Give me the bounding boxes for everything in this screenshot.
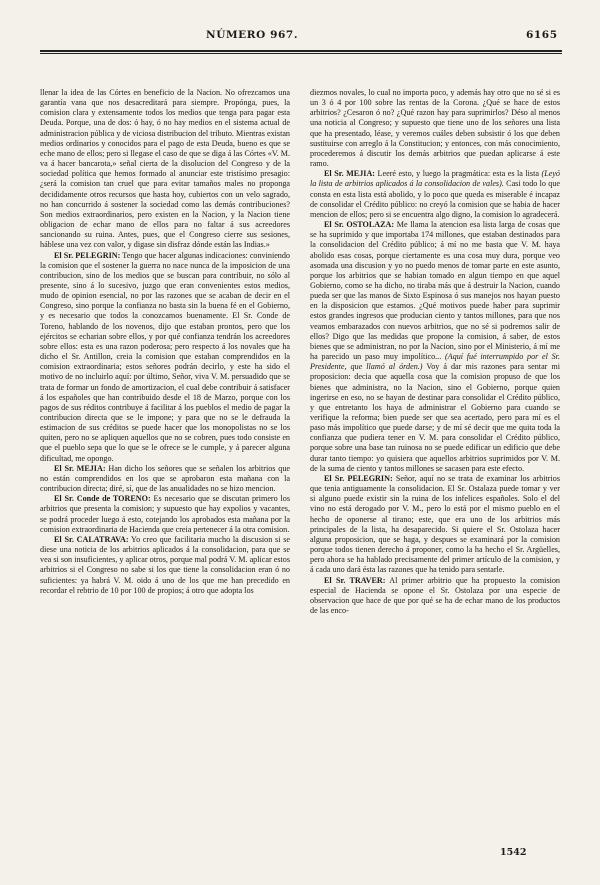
speaker-name: El Sr. TRAVER:	[324, 575, 386, 585]
paragraph	[40, 494, 290, 535]
issue-label: NÚMERO 967.	[206, 29, 299, 41]
paragraph	[40, 535, 290, 596]
paragraph	[40, 251, 290, 464]
paragraph-text: Señor, aquí no se trata de examinar los arbitrios que tenia antiguamente la consolidacion. El Sr. Ostalaza puede tomar y ver si alguno puede existir sin la ruina de los infelices españoles. Solo el del vino no está derogado por V. M., pero lo está por el mismo pueblo en el hecho de oponerse al tirano; este, que era uno de los arbitrios más principales de la lista, ha desaparecido. Si quiere el Sr. Ostolaza hacer alguna proposicion, que se haga, y despues se examinará por la comision porque todos tienen derecho á proponer, como la ha hecho el Sr. Argüelles, pero ahora se ha hablado precisamente del primer artículo de la comision, y á cada uno dará ésta las razones que ha tenido para sentarle.	[310, 473, 560, 575]
paragraph	[310, 169, 560, 220]
folio-number: 1542	[500, 847, 527, 858]
stage-direction: (Leyó la lista de arbitrios aplicados á la consolidacion de vales).	[310, 169, 560, 189]
header-rule	[40, 50, 562, 52]
left-column	[40, 88, 290, 596]
speaker-name: El Sr. PELEGRIN:	[54, 250, 121, 260]
page-number: 6165	[526, 29, 558, 41]
paragraph-text: Tengo que hacer algunas indicaciones: conviniendo la comision que el sostener la guerra no nace nunca de la imposicion de una contribucion, sino de los medios que se buscan para contribuir, no sólo al presente, sino á lo sucesivo, juzgo que eran convenientes estos medios, mudo de opinion esencial, no por las razones que se acaban de decir en el Congreso, sino porque la confianza no basta sin la buena fé en el Gobierno, y es necesario que todos la conozcamos buenamente. El Sr. Conde de Toreno, hablando de los novenos, dijo que estaban prontos, pero que los ejércitos se echarian sobre ellos, y por qué confianza tendrán los acreedores sobre ellos: esta es una razon poderosa; pero respecto á los novales que ha dicho el Sr. Antillon, creia la comision que estaban comprendidos en la comision extraordinaria; estos señores podrán decirlo, y este ha sido el motivo de no incluirlo aquí: por último, Señor, viva V. M. persuadido que se trata de formar un fondo de amortizacion, el cual debe contribuir á satisfacer á los españoles que han contribuido desde el 18 de Marzo, porque con los pagos de sus réditos contribuye á facilitar á los pueblos el medio de pagar la contribucion directa que se le impone; y para que no se le defrauda la estimacion de sus créditos se puede hacer que los monopolistas no se los quiten, pero no se apliquen aquellos que no se cobren, pues todo consiste en que el pueblo sepa que lo que se le ofrece se le cumple, y á parecer alguna dificultad, me opongo.	[40, 250, 290, 463]
paragraph	[40, 464, 290, 494]
speaker-name: El Sr. Conde de TORENO:	[54, 494, 151, 504]
paragraph-text: Han dicho los señores que se señalen los arbitrios que no están comprendidos en los que se aprobaron esta mañana con la contribucion directa; diré, sí, que de las anualidades no se hizo mencion.	[40, 463, 290, 494]
speaker-name: El Sr. PELEGRIN:	[324, 473, 393, 483]
paragraph-text-continued: Casi todo lo que consta en esta lista está abolido, y lo poco que queda es miserable é incapaz de consolidar el Crédito público: no creyó la comision que se habia de hacer mencion de ellos; pero si se encuentra algo digno, la comision lo agradecerá.	[310, 179, 561, 219]
paragraph-text-continued: Voy á dar mis razones para sentar mi proposicion: decia que aquella cosa que la comision propuso de que los bienes que administra, no la Nacion, sino el Gobierno, porque quien ingerirse en eso, no se hayan de destinar para consolidar el Crédito público, y que entretanto los haya de administrar el Gobierno para cuando se verifique la reforma; bien puede ser que sea acertado, pero para mí es el paso más impolítico que puede darse; y de mí sé decir que me quita toda la confianza que pudiera tener en V. M. para consolidar el Crédito público, porque sobre una base tan ruinosa no se puede edificar un edificio que debe durar tanto tiempo: yo quisiera que aquellos arbitrios suprimidos por V. M. de la suma de ciento y tantos millones se sacasen para este efecto.	[310, 362, 560, 473]
paragraph-text: Es necesario que se discutan primero los arbitrios que presenta la comision; y supuesto que hay expolios y vacantes, se podrá proceder luego á esto, cotejando los aprobados esta mañana por la comision extraordinaria de Hacienda que creia pertenecer á la otra comision.	[40, 494, 290, 534]
paragraph	[310, 576, 560, 617]
paragraph-text: Leeré esto, y luego la pragmática: esta es la lista	[375, 169, 542, 179]
speaker-name: El Sr. OSTOLAZA:	[324, 220, 395, 230]
header-rule-thin	[40, 53, 562, 54]
paragraph	[310, 88, 560, 169]
paragraph-text: diezmos novales, lo cual no importa poco, y además hay otro que no sé si es un 3 ó 4 por 100 sobre las rentas de la Corona. ¿Qué se hace de estos arbitrios? ¿Cesaron ó no? ¿Qué razon hay para suprimirlos? Déso al menos una noticia al Congreso; y supuesto que tiene uno de los señores una lista que ha presentado, léase, y veremos cuáles deben subsistir ó los que deben sustituirse con arreglo á la Constitucion; y entonces, con más conocimiento, procederemos á discutir los demás arbitrios que puedan aplicarse á este ramo.	[310, 88, 560, 169]
speaker-name: El Sr. MEJIA:	[54, 463, 106, 473]
paragraph-text: Yo creo que facilitaria mucho la discusion si se diese una noticia de los arbitrios aplicados á la consolidacion, para que se vea si son insuficientes, y aplicar otros, porque mal podrá V. M. aplicar estos arbitrios si el Congreso no sabe si los que tiene la consolidacion eran ó no suficientes: ya habrá V. M. oido á uno de los que me han precedido en recordar el rebtrio de 10 por 100 de propios; á otro que adopta los	[40, 534, 290, 595]
paragraph-text: Al primer arbitrio que ha propuesto la comision especial de Hacienda se opone el Sr. Ostolaza por una especie de observacion que hace de que por qué se ha de echar mano de los productos de las enco-	[310, 575, 560, 615]
speaker-name: El Sr. MEJIA:	[324, 169, 376, 179]
paragraph	[40, 88, 290, 251]
speaker-name: El Sr. CALATRAVA:	[54, 534, 129, 544]
paragraph-text: Me llama la atencion esa lista larga de cosas que se ha suprimido y que importaba 174 millones, que estaban destinados para la consolidacion del Crédito público; á mí no me basta que V. M. haya abolido esas cosas, porque ciertamente es una cosa muy dura, porque veo asomada una discusion y yo no puedo menos de tomar parte en este asunto, porque los arbitrios que se habian tomado en algun tiempo en que aquel Gobierno, como se ha dicho, no tiraba más que á destruir la Nacion, cuando pueda ser que las manos de Sixto Espinosa ó sus manejos nos hayan puesto en la disposicion que estamos. ¿Qué motivos puede haber para suprimir estos grandes ingresos que producian ciento y tantos millones, para que nos veamos embarazados con nuevos arbitrios, que no sé si podremos salir de ellos? Digo que las medidas que propone la comision, á saber, de estos bienes que se administran, no por la Nacion, sino por el Ministerio, á mí me ha parecido un paso muy impolítico...	[310, 220, 560, 362]
paragraph	[310, 474, 560, 576]
stage-direction: (Aquí fué interrumpido por el Sr. Presidente, que llamó al órden.)	[310, 352, 560, 372]
paragraph-text: llenar la idea de las Córtes en beneficio de la Nacion. No ofrezcamos una garantía vana que nos desacreditará para siempre. Propónga, pues, la comision clara y extensamente todos los medios que tenga para pagar esta Deuda. Porque, una de dos: ó hay, ó no hay medios en el sistema actual de administracion pública y de viciosa distribucion del tributo. Mientras existan medios ordinarios y conocidos para el pago de esta Deuda, bueno es que se eche mano de ellos; pero si llegase el caso de que se diga á las Córtes «V. M. va á hacer bancarota,» señal cierta de la disolucion del Congreso y de la sociedad política que hemos formado al anunciar este tristísimo presagio: ¿será la comision tan cruel que para evitar tamaños males no proponga decididamente otros recursos que hasta hoy, cubiertos con un velo sagrado, no han concurrido á sostener la sociedad como las demás contribuciones? Son medios extraordinarios, pero existen en la Nacion, y la Nacion tiene obligacion de echar mano de ellos para no faltar á sus acreedores sancionando su ruina. Antes, pues, que el Congreso cierre sus sesiones, háblese una vez con valor, y digase sin disfraz dónde están las Indias.»	[40, 88, 290, 250]
paragraph	[310, 220, 560, 474]
right-column	[310, 88, 560, 616]
